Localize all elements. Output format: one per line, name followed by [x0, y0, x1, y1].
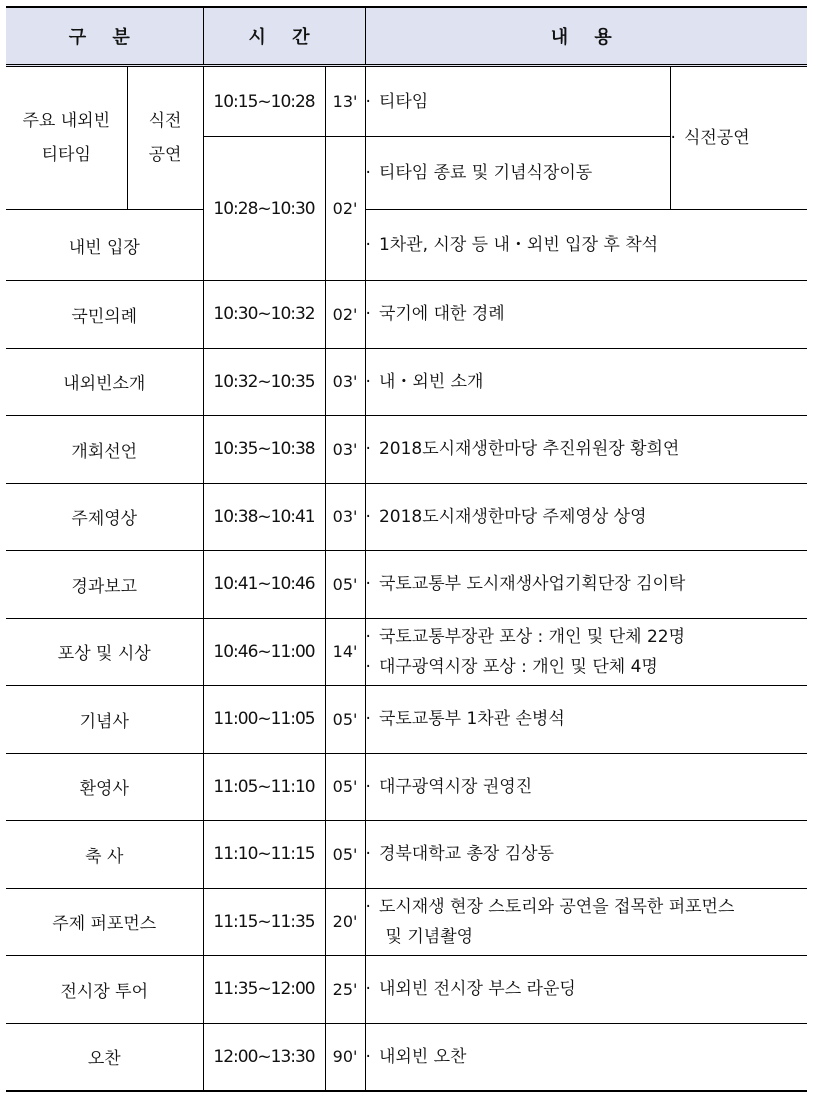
content-line	[366, 652, 808, 682]
content-cell	[365, 551, 807, 619]
side-content-cell	[670, 66, 807, 210]
content-text: 티타임	[378, 91, 429, 112]
table-row	[6, 821, 807, 889]
time-cell: 10:38~10:41	[203, 483, 325, 551]
bullet: ·	[365, 844, 371, 865]
bullet: ·	[365, 439, 371, 460]
content-line	[366, 922, 808, 952]
header-content: 내 용	[365, 7, 807, 66]
content-cell	[365, 618, 807, 686]
table-row	[6, 956, 807, 1024]
table-row	[6, 281, 807, 349]
content-cell	[365, 281, 807, 349]
content-cell	[365, 348, 807, 416]
bullet: ·	[365, 656, 371, 677]
table-row	[6, 753, 807, 821]
category-line: 주요 내외빈	[22, 111, 110, 131]
bullet: ·	[365, 91, 371, 112]
content-line	[366, 569, 808, 599]
time-cell: 11:00~11:05	[203, 686, 325, 754]
minutes-cell: 02'	[325, 137, 365, 281]
minutes-cell: 05'	[325, 686, 365, 754]
subcategory-line: 식전	[148, 111, 182, 131]
time-cell: 10:32~10:35	[203, 348, 325, 416]
category-cell: 주제 퍼포먼스	[6, 888, 203, 956]
table-row	[6, 210, 807, 281]
content-line	[366, 502, 808, 532]
content-text: 국기에 대한 경례	[378, 304, 505, 325]
category-cell: 오찬	[6, 1023, 203, 1091]
bullet: ·	[365, 776, 371, 797]
table-row	[6, 1023, 807, 1091]
time-cell: 12:00~13:30	[203, 1023, 325, 1091]
content-cell	[365, 686, 807, 754]
time-cell: 10:41~10:46	[203, 551, 325, 619]
bullet: ·	[365, 626, 371, 647]
minutes-cell: 05'	[325, 551, 365, 619]
time-cell: 11:05~11:10	[203, 753, 325, 821]
content-text: 내외빈 전시장 부스 라운딩	[378, 979, 576, 1000]
category-cell: 전시장 투어	[6, 956, 203, 1024]
content-text: 식전공연	[683, 128, 750, 148]
minutes-cell: 05'	[325, 821, 365, 889]
time-cell: 11:15~11:35	[203, 888, 325, 956]
minutes-cell: 05'	[325, 753, 365, 821]
header-time: 시 간	[203, 7, 365, 66]
content-text: 국토교통부 도시재생사업기획단장 김이탁	[378, 574, 686, 595]
content-text: 대구광역시장 권영진	[378, 776, 533, 797]
content-line	[366, 772, 808, 802]
bullet: ·	[670, 128, 676, 148]
content-text: 국토교통부 1차관 손병석	[378, 709, 565, 730]
content-line	[366, 974, 808, 1004]
header-category: 구 분	[6, 7, 203, 66]
category-cell: 환영사	[6, 753, 203, 821]
bullet: ·	[365, 979, 371, 1000]
category-cell: 경과보고	[6, 551, 203, 619]
content-text: 도시재생 현장 스토리와 공연을 접목한 퍼포먼스	[378, 896, 735, 917]
table-row	[6, 348, 807, 416]
content-cell	[365, 888, 807, 956]
category-cell: 기념사	[6, 686, 203, 754]
content-cell	[365, 137, 670, 210]
bullet: ·	[365, 574, 371, 595]
table-row	[6, 686, 807, 754]
minutes-cell: 02'	[325, 281, 365, 349]
minutes-cell: 20'	[325, 888, 365, 956]
content-cell	[365, 821, 807, 889]
content-text: 경북대학교 총장 김상동	[378, 844, 554, 865]
time-cell: 11:10~11:15	[203, 821, 325, 889]
minutes-cell: 90'	[325, 1023, 365, 1091]
bullet: ·	[365, 371, 371, 392]
table-row	[6, 416, 807, 484]
category-cell: 내외빈소개	[6, 348, 203, 416]
content-text: 2018도시재생한마당 추진위원장 황희연	[378, 439, 680, 460]
table-row	[6, 618, 807, 686]
category-cell: 개회선언	[6, 416, 203, 484]
time-cell: 10:28~10:30	[203, 137, 325, 281]
bullet: ·	[365, 896, 371, 917]
table-row	[6, 483, 807, 551]
minutes-cell: 14'	[325, 618, 365, 686]
bullet: ·	[365, 709, 371, 730]
minutes-cell: 13'	[325, 66, 365, 137]
subcategory-cell	[127, 66, 203, 210]
content-cell	[365, 753, 807, 821]
table-row	[6, 66, 807, 137]
bullet: ·	[365, 163, 371, 183]
category-cell: 주제영상	[6, 483, 203, 551]
content-text: 1차관, 시장 등 내・외빈 입장 후 착석	[378, 235, 659, 255]
time-cell: 10:15~10:28	[203, 66, 325, 137]
content-text: 티타임 종료 및 기념식장이동	[378, 163, 593, 183]
category-cell	[6, 66, 127, 210]
subcategory-line: 공연	[148, 145, 182, 165]
category-cell: 내빈 입장	[6, 210, 203, 281]
content-line	[366, 367, 808, 397]
table-row	[6, 888, 807, 956]
content-cell	[365, 483, 807, 551]
time-cell: 10:46~11:00	[203, 618, 325, 686]
header-row	[6, 7, 807, 66]
bullet: ·	[365, 304, 371, 325]
content-cell	[365, 210, 807, 281]
content-line	[366, 892, 808, 922]
bullet: ·	[365, 235, 371, 255]
bullet: ·	[365, 1046, 371, 1067]
content-line	[366, 622, 808, 652]
content-line	[366, 434, 808, 464]
time-cell: 11:35~12:00	[203, 956, 325, 1024]
content-cell	[365, 66, 670, 137]
content-text: 국토교통부장관 포상 : 개인 및 단체 22명	[378, 626, 686, 647]
category-cell: 국민의례	[6, 281, 203, 349]
content-text: 내외빈 오찬	[378, 1046, 467, 1067]
time-cell: 10:35~10:38	[203, 416, 325, 484]
content-text: 2018도시재생한마당 주제영상 상영	[378, 506, 647, 527]
category-cell: 축 사	[6, 821, 203, 889]
content-text: 내・외빈 소개	[378, 371, 484, 392]
content-line	[366, 299, 808, 329]
content-line	[366, 1042, 808, 1072]
time-cell: 10:30~10:32	[203, 281, 325, 349]
minutes-cell: 03'	[325, 348, 365, 416]
minutes-cell: 03'	[325, 416, 365, 484]
category-line: 티타임	[41, 145, 91, 165]
schedule-table	[6, 6, 807, 1092]
minutes-cell: 03'	[325, 483, 365, 551]
content-text: 및 기념촬영	[385, 926, 474, 947]
content-line	[366, 704, 808, 734]
content-text: 대구광역시장 포상 : 개인 및 단체 4명	[378, 656, 658, 677]
category-cell: 포상 및 시상	[6, 618, 203, 686]
content-cell	[365, 1023, 807, 1091]
table-row	[6, 551, 807, 619]
content-line	[366, 839, 808, 869]
bullet: ·	[365, 506, 371, 527]
minutes-cell: 25'	[325, 956, 365, 1024]
content-cell	[365, 416, 807, 484]
content-cell	[365, 956, 807, 1024]
